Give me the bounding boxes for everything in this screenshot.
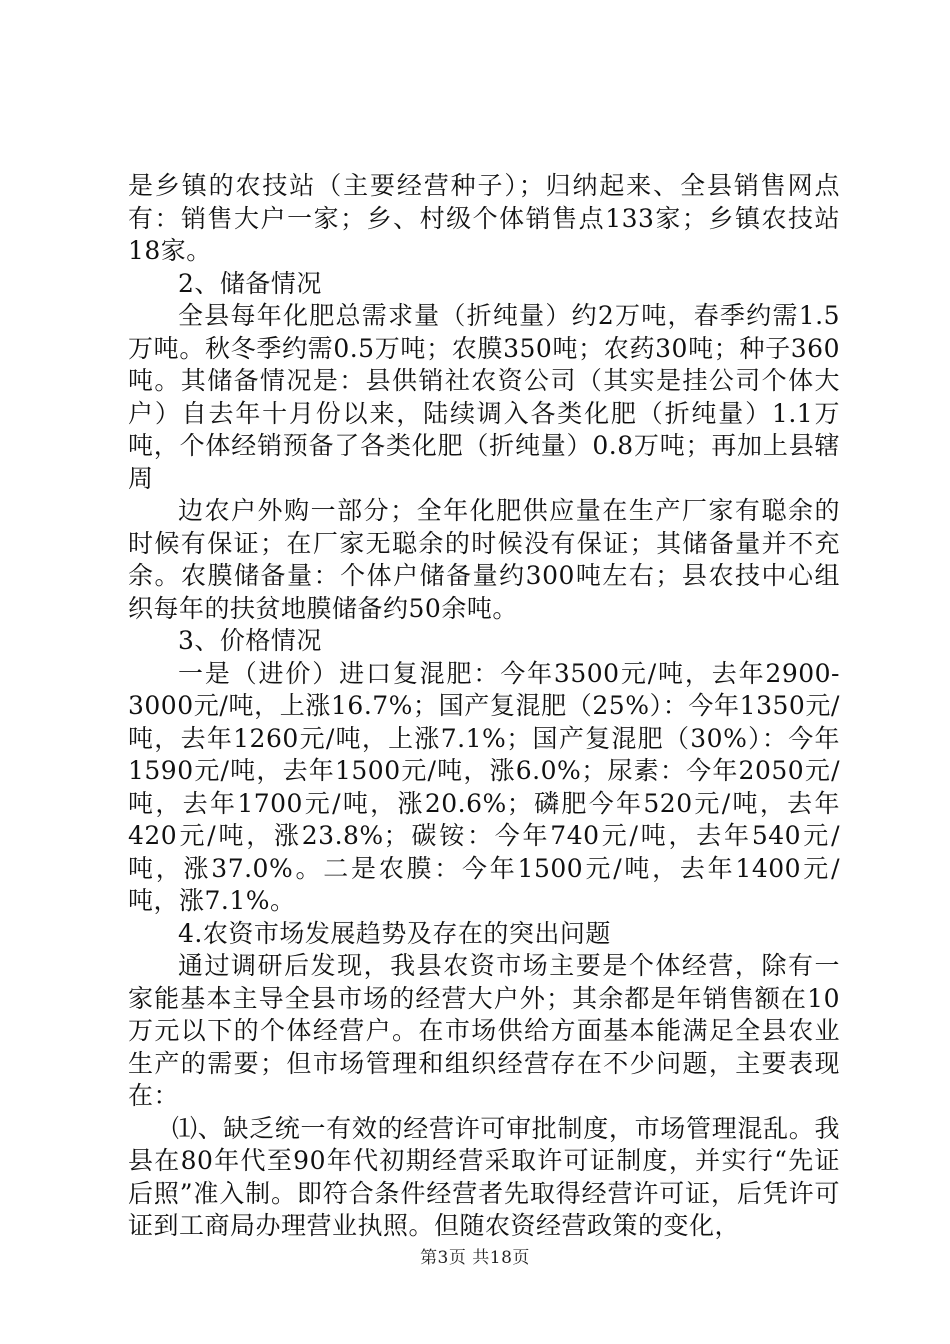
section-heading-prices: 3、价格情况	[178, 626, 322, 655]
section-heading-reserves: 2、储备情况	[178, 268, 322, 298]
document-body	[128, 170, 840, 1243]
paragraph-reserves: 全县每年化肥总需求量（折纯量）约2万吨，春季约需1.5万吨。秋冬季约需0.5万吨；农膜350吨；农药30吨；种子360吨。其储备情况是：县供销社农资公司（其实是挂公司个体大户）自去年十月份以来，陆续调入各类化肥（折纯量）1.1万吨，个体经销预备了各类化肥（折纯量）0.8万吨；再加上县辖周	[128, 301, 840, 493]
paragraph-trends: 通过调研后发现，我县农资市场主要是个体经营，除有一家能基本主导全县市场的经营大户外；其余都是年销售额在10万元以下的个体经营户。在市场供给方面基本能满足全县农业生产的需要；但市场管理和组织经营存在不少问题，主要表现在：	[128, 951, 840, 1110]
paragraph-licensing-problem: ⑴、缺乏统一有效的经营许可审批制度，市场管理混乱。我县在80年代至90年代初期经营采取许可证制度，并实行“先证后照”准入制。即符合条件经营者先取得经营许可证，后凭许可证到工商局办理营业执照。但随农资经营政策的变化，	[128, 1113, 840, 1240]
paragraph-prices: 一是（进价）进口复混肥：今年3500元/吨，去年2900-3000元/吨，上涨16.7%；国产复混肥（25%）：今年1350元/吨，去年1260元/吨，上涨7.1%；国产复混肥（30%）：今年1590元/吨，去年1500元/吨，涨6.0%；尿素：今年2050元/吨，去年1700元/吨，涨20.6%；磷肥今年520元/吨，去年420元/吨，涨23.8%；碳铵：今年740元/吨，去年540元/吨，涨37.0%。二是农膜：今年1500元/吨，去年1400元/吨，涨7.1%。	[128, 658, 840, 915]
paragraph-sales-network: 是乡镇的农技站（主要经营种子）；归纳起来、全县销售网点有：销售大户一家；乡、村级个体销售点133家；乡镇农技站18家。	[128, 171, 840, 265]
page-number-footer: 第3页 共18页	[420, 1248, 530, 1268]
paragraph-reserves-continued: 边农户外购一部分；全年化肥供应量在生产厂家有聪余的时候有保证；在厂家无聪余的时候没有保证；其储备量并不充余。农膜储备量：个体户储备量约300吨左右；县农技中心组织每年的扶贫地膜储备约50余吨。	[128, 496, 840, 623]
section-heading-trends: 4.农资市场发展趋势及存在的突出问题	[178, 918, 611, 948]
